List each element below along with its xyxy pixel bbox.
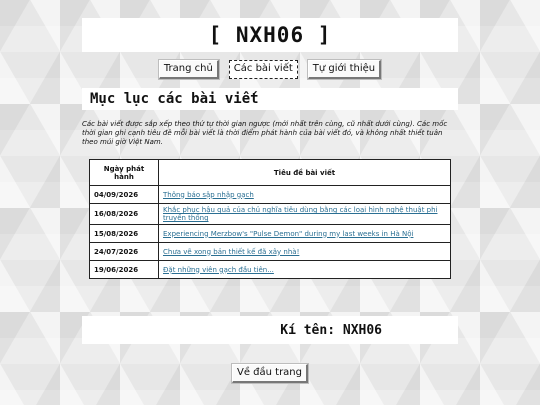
table-row bbox=[90, 186, 451, 204]
page-heading: Mục lục các bài viết bbox=[90, 91, 259, 107]
post-title-cell bbox=[159, 204, 451, 225]
back-to-top-button[interactable]: Về đầu trang bbox=[232, 364, 308, 383]
table-row bbox=[90, 225, 451, 243]
table-row bbox=[90, 204, 451, 225]
post-date: 24/07/2026 bbox=[90, 243, 159, 261]
post-link[interactable]: Thông báo sập nhập gạch bbox=[163, 190, 254, 199]
signature: Kí tên: NXH06 bbox=[280, 322, 382, 338]
post-title-cell bbox=[159, 225, 451, 243]
back-to-top-wrapper bbox=[0, 364, 540, 383]
post-link[interactable]: Chưa vẽ xong bản thiết kế đã xây nhà! bbox=[163, 247, 300, 256]
post-date: 16/08/2026 bbox=[90, 204, 159, 225]
table-row bbox=[90, 261, 451, 279]
date-column-header: Ngày phát hành bbox=[90, 160, 159, 186]
post-title-cell bbox=[159, 243, 451, 261]
heading-banner bbox=[82, 88, 458, 110]
title-column-header: Tiêu đề bài viết bbox=[159, 160, 451, 186]
posts-table bbox=[89, 159, 451, 279]
nav-home-button[interactable]: Trang chủ bbox=[159, 60, 219, 79]
post-date: 04/09/2026 bbox=[90, 186, 159, 204]
main-nav bbox=[0, 60, 540, 79]
post-link[interactable]: Khắc phục hậu quả của chủ nghĩa tiêu dùng bằng các loại hình nghệ thuật phi truyền thống bbox=[163, 206, 438, 222]
table-row bbox=[90, 243, 451, 261]
post-link[interactable]: Đặt những viên gạch đầu tiên... bbox=[163, 265, 274, 274]
signature-banner bbox=[82, 316, 458, 344]
post-title-cell bbox=[159, 186, 451, 204]
intro-text: Các bài viết được sắp xếp theo thứ tự thời gian ngược (mới nhất trên cùng, cũ nhất dưới cùng). Các mốc thời gian ghi cạnh tiêu đề mỗi bài viết là thời điểm phát hành của bài viết đó, và không nhất thiết tuân theo múi giờ Việt Nam. bbox=[82, 120, 448, 146]
nav-posts-button[interactable]: Các bài viết bbox=[229, 60, 298, 79]
post-link[interactable]: Experiencing Merzbow's "Pulse Demon" during my last weeks in Hà Nội bbox=[163, 229, 414, 238]
site-title: [ NXH06 ] bbox=[208, 23, 332, 47]
nav-about-button[interactable]: Tự giới thiệu bbox=[308, 60, 381, 79]
title-banner bbox=[82, 18, 458, 52]
post-title-cell bbox=[159, 261, 451, 279]
post-date: 19/06/2026 bbox=[90, 261, 159, 279]
post-date: 15/08/2026 bbox=[90, 225, 159, 243]
table-header-row bbox=[90, 160, 451, 186]
